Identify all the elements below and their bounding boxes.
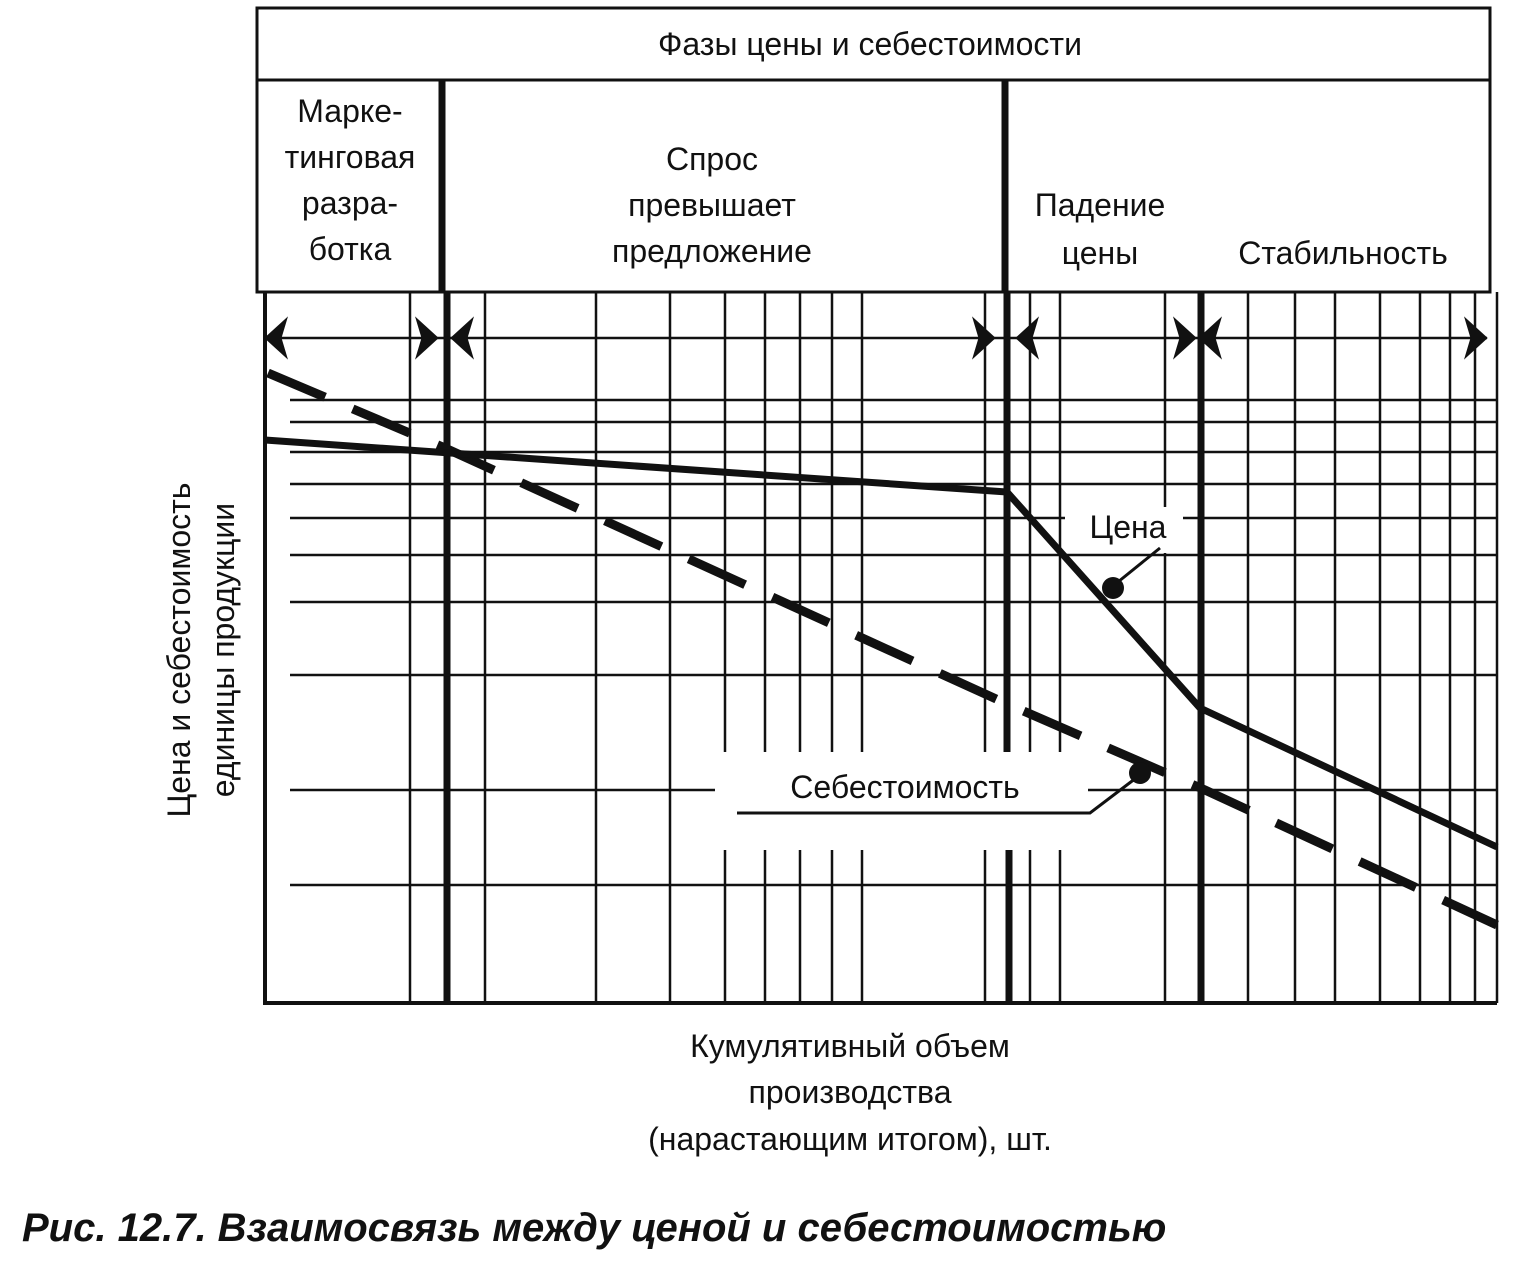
x-axis-label-line-3: (нарастающим итогом), шт. <box>648 1121 1052 1157</box>
phase-marketing-line-1: Марке- <box>297 93 403 129</box>
y-axis-label-line-1: Цена и себестоимость <box>161 482 197 818</box>
phase-marketing-line-3: разра- <box>301 185 399 221</box>
price-label: Цена <box>1089 509 1167 545</box>
phase-stability-line-1: Стабильность <box>1238 235 1448 271</box>
phase-price-fall <box>1035 187 1166 271</box>
phase-marketing-line-4: ботка <box>308 231 392 267</box>
x-axis-label-line-1: Кумулятивный объем <box>690 1028 1010 1064</box>
phase-demand-line-3: предложение <box>612 233 812 269</box>
phase-stability <box>1238 235 1448 271</box>
x-axis-label <box>648 1028 1052 1157</box>
y-axis-label-line-2: единицы продукции <box>205 502 241 798</box>
figure-caption: Рис. 12.7. Взаимосвязь между ценой и себестоимостью <box>22 1206 1167 1250</box>
y-axis-label <box>161 483 241 818</box>
phase-demand <box>612 141 812 269</box>
phase-marketing <box>285 93 416 267</box>
header-title: Фазы цены и себестоимости <box>658 26 1082 62</box>
phase-price-fall-line-1: Падение <box>1034 187 1166 223</box>
x-axis-label-line-2: производства <box>748 1074 952 1110</box>
phase-demand-line-1: Спрос <box>665 141 759 177</box>
phase-marketing-line-2: тинговая <box>284 139 416 175</box>
phase-demand-line-2: превышает <box>628 187 796 223</box>
phase-price-fall-line-2: цены <box>1061 235 1139 271</box>
cost-label: Себестоимость <box>790 769 1020 805</box>
